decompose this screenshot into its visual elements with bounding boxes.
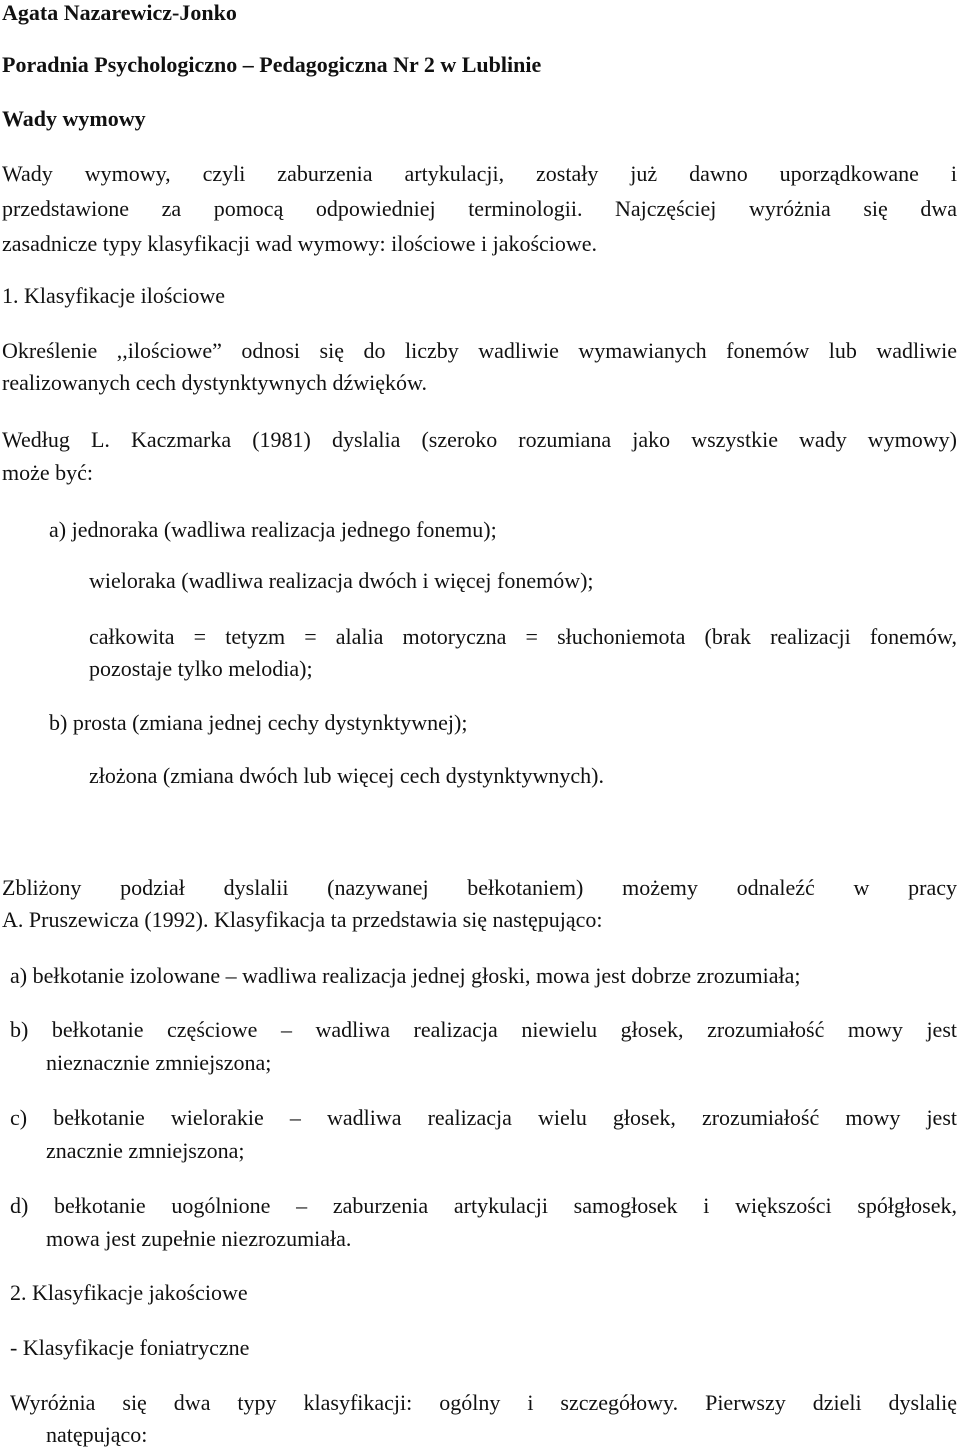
kaczmarek-item-b: b) prosta (zmiana jednej cechy dystynktywnej);: [49, 710, 468, 735]
kaczmarek-item-a: a) jednoraka (wadliwa realizacja jednego fonemu);: [49, 517, 497, 542]
kaczmarek-item-a-sub-2-line-1: całkowita = tetyzm = alalia motoryczna = słuchoniemota (brak realizacji fonemów,: [89, 624, 957, 649]
pruszewicz-line-1: Zbliżony podział dyslalii (nazywanej bełkotaniem) możemy odnaleźć w pracy: [2, 875, 957, 900]
section-1-heading: 1. Klasyfikacje ilościowe: [2, 283, 225, 308]
list-item-b-line-1: b) bełkotanie częściowe – wadliwa realizacja niewielu głosek, zrozumiałość mowy jest: [10, 1017, 957, 1042]
intro-line-1: Wady wymowy, czyli zaburzenia artykulacji, zostały już dawno uporządkowane i: [2, 161, 957, 186]
list-item-c-line-1: c) bełkotanie wielorakie – wadliwa realizacja wielu głosek, zrozumiałość mowy jest: [10, 1105, 957, 1130]
kaczmarek-item-a-sub-1: wieloraka (wadliwa realizacja dwóch i więcej fonemów);: [89, 568, 594, 593]
section-2-paragraph-line-1: Wyróżnia się dwa typy klasyfikacji: ogólny i szczegółowy. Pierwszy dzieli dyslalię: [10, 1390, 957, 1415]
list-item-b-line-2: nieznacznie zmniejszona;: [46, 1050, 272, 1075]
intro-line-3: zasadnicze typy klasyfikacji wad wymowy: ilościowe i jakościowe.: [2, 231, 598, 256]
list-item-c-line-2: znacznie zmniejszona;: [46, 1138, 245, 1163]
section-2-paragraph-line-2: natępująco:: [46, 1422, 148, 1447]
author: Agata Nazarewicz-Jonko: [2, 0, 237, 25]
definition-line-1: Określenie ,,ilościowe” odnosi się do liczby wadliwie wymawianych fonemów lub wadliwie: [2, 338, 957, 363]
kaczmarek-item-a-sub-2-line-2: pozostaje tylko melodia);: [89, 656, 313, 681]
pruszewicz-line-2: A. Pruszewicza (1992). Klasyfikacja ta przedstawia się następująco:: [2, 907, 603, 932]
definition-line-2: realizowanych cech dystynktywnych dźwięków.: [2, 370, 427, 395]
institution: Poradnia Psychologiczno – Pedagogiczna Nr 2 w Lublinie: [2, 52, 542, 77]
kaczmarek-item-b-sub: złożona (zmiana dwóch lub więcej cech dystynktywnych).: [89, 763, 604, 788]
kaczmarek-line-1: Według L. Kaczmarka (1981) dyslalia (szeroko rozumiana jako wszystkie wady wymowy): [2, 427, 957, 452]
list-item-a-line-1: a) bełkotanie izolowane – wadliwa realizacja jednej głoski, mowa jest dobrze zrozumiała;: [10, 963, 801, 988]
document-title: Wady wymowy: [2, 106, 146, 131]
section-2-heading: 2. Klasyfikacje jakościowe: [10, 1280, 248, 1305]
list-item-d-line-1: d) bełkotanie uogólnione – zaburzenia artykulacji samogłosek i większości spółgłosek,: [10, 1193, 957, 1218]
kaczmarek-line-2: może być:: [2, 460, 94, 485]
intro-line-2: przedstawione za pomocą odpowiedniej terminologii. Najczęściej wyróżnia się dwa: [2, 196, 957, 221]
section-2-subheading: - Klasyfikacje foniatryczne: [10, 1335, 250, 1360]
list-item-d-line-2: mowa jest zupełnie niezrozumiała.: [46, 1226, 352, 1251]
